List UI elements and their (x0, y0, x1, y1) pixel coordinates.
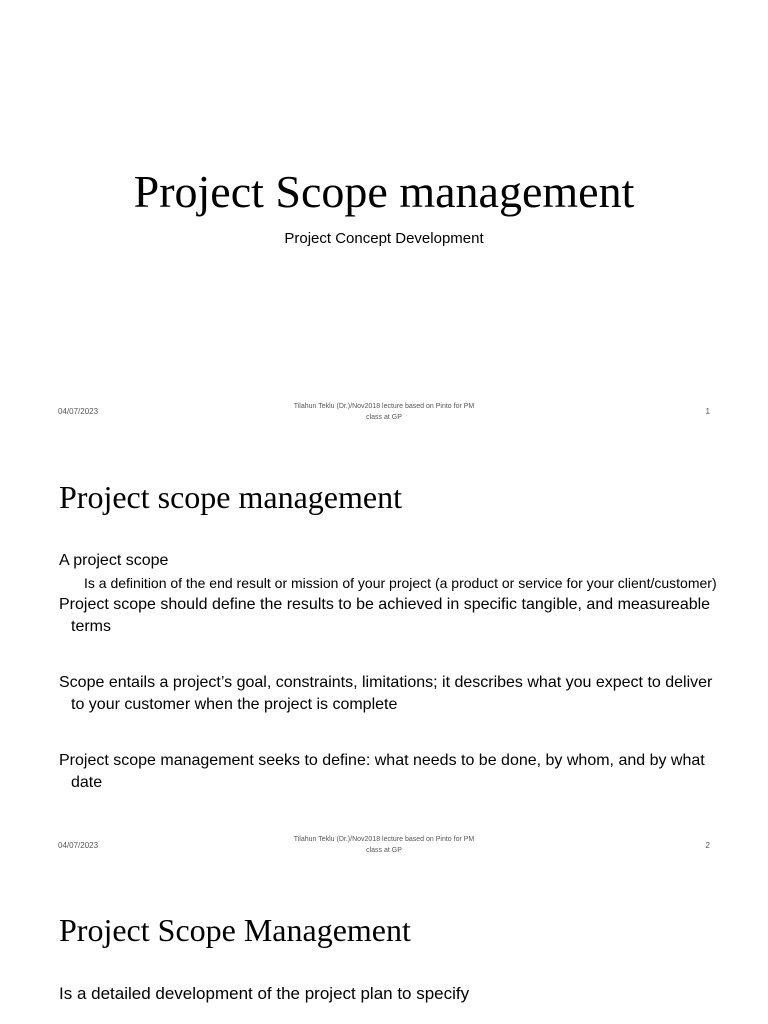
slide-2 (0, 432, 768, 864)
slide-number: 1 (705, 407, 710, 416)
slide-1 (0, 0, 768, 432)
slide-title: Project scope management (59, 479, 402, 515)
bullet-list (59, 550, 719, 794)
slide-title: Project Scope Management (59, 912, 411, 948)
footer-text-line-1: Tilahun Teklu (Dr.)/Nov2018 lecture based on Pinto for PM (293, 403, 475, 410)
bullet-item: Scope entails a project’s goal, constraints, limitations; it describes what you expect to deliver to your customer when the project is complete (59, 674, 713, 713)
footer-text (234, 401, 534, 423)
slide-subtitle: Project Concept Development (284, 230, 484, 247)
sub-bullet-item: Is a definition of the end result or mission of your project (a product or service for your client/customer) (84, 575, 717, 591)
bullet-item: A project scope (59, 552, 169, 569)
footer-text (234, 834, 534, 856)
footer-text-line-1: Tilahun Teklu (Dr.)/Nov2018 lecture based on Pinto for PM (293, 836, 475, 843)
slide-title: Project Scope management (133, 166, 635, 217)
slide-3 (0, 864, 768, 1024)
footer-date: 04/07/2023 (58, 407, 99, 416)
slide-number: 2 (705, 841, 710, 850)
bullet-item: Project scope management seeks to define: what needs to be done, by whom, and by what date (59, 752, 705, 791)
bullet-item: Project scope should define the results to be achieved in specific tangible, and measureable terms (59, 596, 711, 635)
footer-date: 04/07/2023 (58, 841, 99, 850)
footer-text-line-2: class at GP (366, 414, 402, 421)
bullet-item: Is a detailed development of the project plan to specify (59, 984, 470, 1003)
bullet-list (59, 983, 719, 1005)
footer-text-line-2: class at GP (366, 847, 402, 854)
